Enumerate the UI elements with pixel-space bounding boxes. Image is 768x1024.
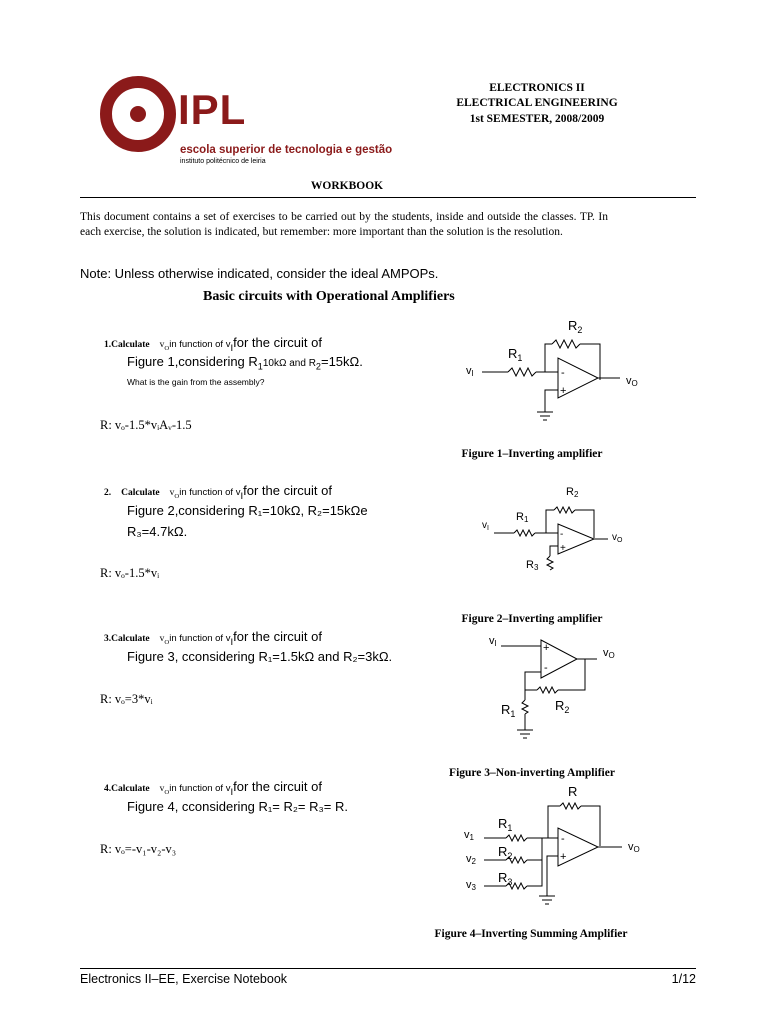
calc-word: Calculate (111, 784, 150, 794)
fig4-vo-label: vO (628, 841, 640, 854)
footer-rule (80, 968, 696, 969)
fig4-plus-label: + (560, 851, 567, 863)
section-title: Basic circuits with Operational Amplifiers (203, 289, 455, 304)
fig1-minus-label: - (561, 367, 565, 379)
exercise-4: 4.Calculate $v_Oin$ function of $v_Ifor$ the circuit of (104, 779, 322, 799)
fig3-r2-label: $R_2$ (555, 698, 570, 715)
exercise-1: 1.Calculate $v_Oin$ function of $v_Ifor$ the circuit of (104, 335, 322, 355)
fig4-r2-label: $R_2$ (498, 844, 513, 861)
exercise-3: 3.Calculate $v_Oin$ function of $v_Ifor$ the circuit of (104, 629, 322, 649)
footer-left: Electronics II–EE, Exercise Notebook (80, 972, 288, 986)
fig2-r3-label: R3 (526, 559, 539, 572)
exercise-4-answer: R: vₒ=-v₁-v₂-v₃ (100, 842, 177, 856)
fig2-vi-label: $v_I$ (482, 520, 489, 532)
exercise-4-line2: Figure 4, cconsidering R₁= R₂= R₃= R. (127, 799, 349, 814)
exercise-number: 4. (104, 784, 112, 794)
logo-school: escola superior de tecnologia e gestão (180, 144, 393, 156)
fig4-v2-label: v2 (466, 853, 476, 866)
logo (100, 76, 400, 166)
exercise-2-answer: R: vₒ-1.5*vᵢ (100, 566, 160, 580)
footer-page-number: 1/12 (671, 972, 696, 986)
calc-word: Calculate (111, 340, 150, 350)
figure-1-circuit (460, 312, 660, 432)
header-line1: ELECTRONICS II (489, 82, 585, 94)
figure-1-caption: Figure 1–Inverting amplifier (461, 448, 603, 460)
fig2-plus-label: + (560, 543, 566, 554)
fig4-r3-label: $R_3$ (498, 870, 513, 887)
exercise-2-line2: Figure 2,considering R₁=10kΩ, R₂=15kΩe (127, 503, 368, 518)
exercise-number: 1. (104, 340, 112, 350)
header-line2: ELECTRICAL ENGINEERING (456, 97, 618, 109)
fig3-r1-label: $R_1$ (501, 702, 516, 719)
intro-note: Note: Unless otherwise indicated, consider the ideal AMPOPs. (80, 266, 439, 281)
figure-2-circuit (478, 480, 638, 580)
exercise-2-line3: R₃=4.7kΩ. (127, 524, 188, 539)
doc-title: WORKBOOK (310, 180, 384, 192)
intro-paragraph: This document contains a set of exercises to be carried out by the students, inside and outside the classes. TP. In each exercise, the solution is indicated, but remember: more important than the solution is the resolution. (80, 211, 608, 238)
fig4-r-label: R (568, 784, 578, 799)
fig3-plus-label: + (543, 642, 550, 654)
logo-brand: IPL (178, 86, 247, 133)
calc-word: Calculate (121, 488, 160, 498)
fig2-r2-label: R2 (566, 486, 579, 499)
exercise-1-line2: Figure 1,considering $R_110k\Omega$ and $R_2=15k\Omega$. (127, 354, 363, 372)
calc-word: Calculate (111, 634, 150, 644)
logo-institute: instituto politécnico de leiria (180, 158, 266, 165)
figure-3-circuit (485, 628, 645, 748)
exercise-number: 3. (104, 634, 112, 644)
fig2-r1-label: R1 (516, 511, 529, 524)
exercise-2: 2. Calculate $v_Oin$ function of $v_Ifor$ the circuit of (104, 483, 332, 503)
fig1-vi-label: vI (466, 365, 474, 378)
fig1-r1-label: $R_1$ (508, 346, 523, 363)
exercise-3-line2: Figure 3, cconsidering R₁=1.5kΩ and R₂=3kΩ. (127, 649, 393, 664)
figure-4-circuit (462, 780, 662, 910)
fig4-r1-label: $R_1$ (498, 816, 513, 833)
exercise-3-answer: R: vₒ=3*vᵢ (100, 692, 153, 706)
figure-3-caption: Figure 3–Non-inverting Amplifier (449, 767, 615, 779)
exercise-number: 2. (104, 488, 112, 498)
fig1-vo-label: vO (626, 375, 638, 388)
fig1-plus-label: + (560, 385, 567, 397)
fig4-v3-label: v3 (466, 879, 476, 892)
header-rule (80, 197, 696, 198)
fig2-vo-label: $v_O$ (612, 532, 623, 544)
fig3-minus-label: - (544, 662, 548, 674)
fig3-vi-label: vI (489, 635, 497, 648)
figure-4-caption: Figure 4–Inverting Summing Amplifier (434, 928, 628, 940)
fig2-minus-label: - (560, 529, 564, 540)
header-line3: 1st SEMESTER, 2008/2009 (469, 113, 605, 125)
fig3-vo-label: vO (603, 647, 615, 660)
exercise-1-question: What is the gain from the assembly? (127, 377, 265, 387)
exercise-1-answer: R: vₒ-1.5*vᵢAᵥ-1.5 (100, 418, 192, 432)
fig4-v1-label: v1 (464, 829, 474, 842)
fig1-r2-label: $R_2$ (568, 318, 583, 335)
figure-2-caption: Figure 2–Inverting amplifier (461, 613, 603, 625)
fig4-minus-label: - (561, 833, 565, 845)
